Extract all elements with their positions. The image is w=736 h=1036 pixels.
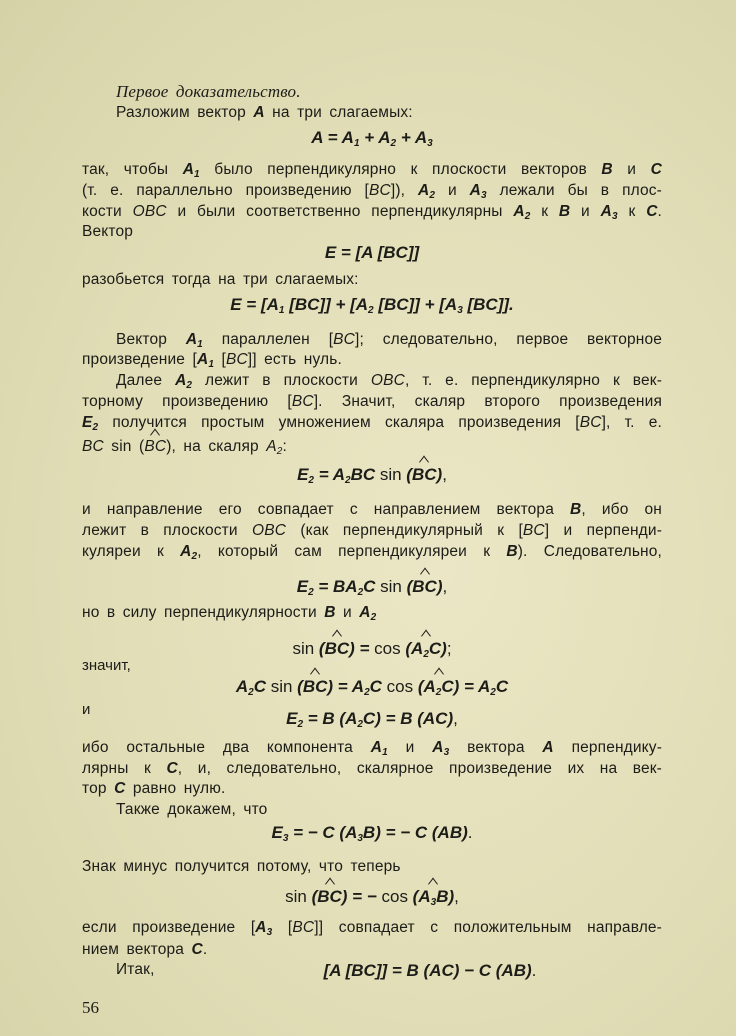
formula-E2-result: $E_2 = B$ $(A_2C) = B$ (AC), <box>286 709 458 730</box>
paragraph-line: и направление его совпадает с направлением вектора B, ибо он <box>82 501 662 518</box>
section-heading: Первое доказательство. <box>116 82 301 101</box>
paragraph-line: куляреи к $A_2$, который сам перпендикуляреи к B). Следовательно, <box>82 543 662 562</box>
paragraph-line: произведение [$A_1$ [BC]] есть нуль. <box>82 351 342 370</box>
paragraph-line: тор C равно нулю. <box>82 780 226 797</box>
paragraph-line: кости OBC и были соответственно перпендикулярны $A_2$ к B и $A_3$ к C. <box>82 203 663 222</box>
paragraph-line: лярны к C, и, следовательно, скалярное произведение их на век- <box>82 760 662 777</box>
formula-E-three-terms: $E = [A_1$ $[BC]] + [A_2$ $[BC]] + [A_3$ [BC]]. <box>230 295 514 316</box>
paragraph-line: $E_2$ получится простым умножением скаляра произведения [BC], т. е. <box>82 414 662 433</box>
formula-sin-neg-cos: sin (BC) = − $\cos (A_3B)$, <box>285 887 459 908</box>
paragraph-line: Разложим вектор A на три слагаемых: <box>116 104 413 121</box>
paragraph-line: Вектор $A_1$ параллелен [BC]; следовательно, первое векторное <box>116 331 663 350</box>
paragraph-line: значит, <box>82 657 131 674</box>
paragraph-line: Знак минус получится потому, что теперь <box>82 858 401 875</box>
paragraph-line: (т. е. параллельно произведению [BC]), $A_2$ и $A_3$ лежали бы в плос- <box>82 182 662 201</box>
paragraph-line: Вектор <box>82 223 133 240</box>
formula-A2C: $A_2C$ $\sin (BC) = A_2C$ $\cos (A_2C) = A_2C$ <box>235 677 509 698</box>
formula-triple-product: [A [BC]] = B (AC) − C (AB). <box>323 961 537 980</box>
paragraph-line: Также докажем, что <box>116 801 268 818</box>
paragraph-line: разобьется тогда на три слагаемых: <box>82 271 359 288</box>
formula-E2-second: $E_2 = BA_2C$ sin (BC), <box>296 577 448 598</box>
paragraph-line: так, чтобы $A_1$ было перпендикулярно к плоскости векторов B и C <box>82 161 662 180</box>
formula-sin-cos: $\sin (BC) = \cos (A_2C)$; <box>292 639 452 660</box>
paragraph-line: торному произведению [BC]. Значит, скаляр второго произведения <box>82 393 662 410</box>
paragraph-line: нием вектора C. <box>82 941 208 958</box>
formula-E2-first: $E_2 = A_2BC$ sin (BC), <box>297 465 447 486</box>
page-number: 56 <box>82 998 99 1017</box>
paragraph-line: но в силу перпендикулярности B и $A_2$ <box>82 604 377 623</box>
paragraph-line: Далее $A_2$ лежит в плоскости OBC, т. е. перпендикулярно к век- <box>116 372 663 391</box>
paragraph-line: Итак, <box>116 961 155 978</box>
paragraph-line: ибо остальные два компонента $A_1$ и $A_3$ вектора A перпендику- <box>82 739 663 758</box>
formula-E-definition: E = [A [BC]] <box>324 243 420 262</box>
paragraph-line: BC sin (BC), на скаляр $A_2$: <box>82 438 287 457</box>
paragraph-line: лежит в плоскости OBC (как перпендикулярный к [BC] и перпенди- <box>82 522 662 539</box>
paragraph-line: если произведение [$A_3$ [BC]] совпадает с положительным направле- <box>82 919 662 938</box>
formula-decomposition: $A = A_1 + A_2 + A_3$ <box>311 128 433 149</box>
formula-E3: $E_3$ = − C $(A_3B)$ = − C (AB). <box>271 823 473 844</box>
paragraph-line: и <box>82 701 91 718</box>
